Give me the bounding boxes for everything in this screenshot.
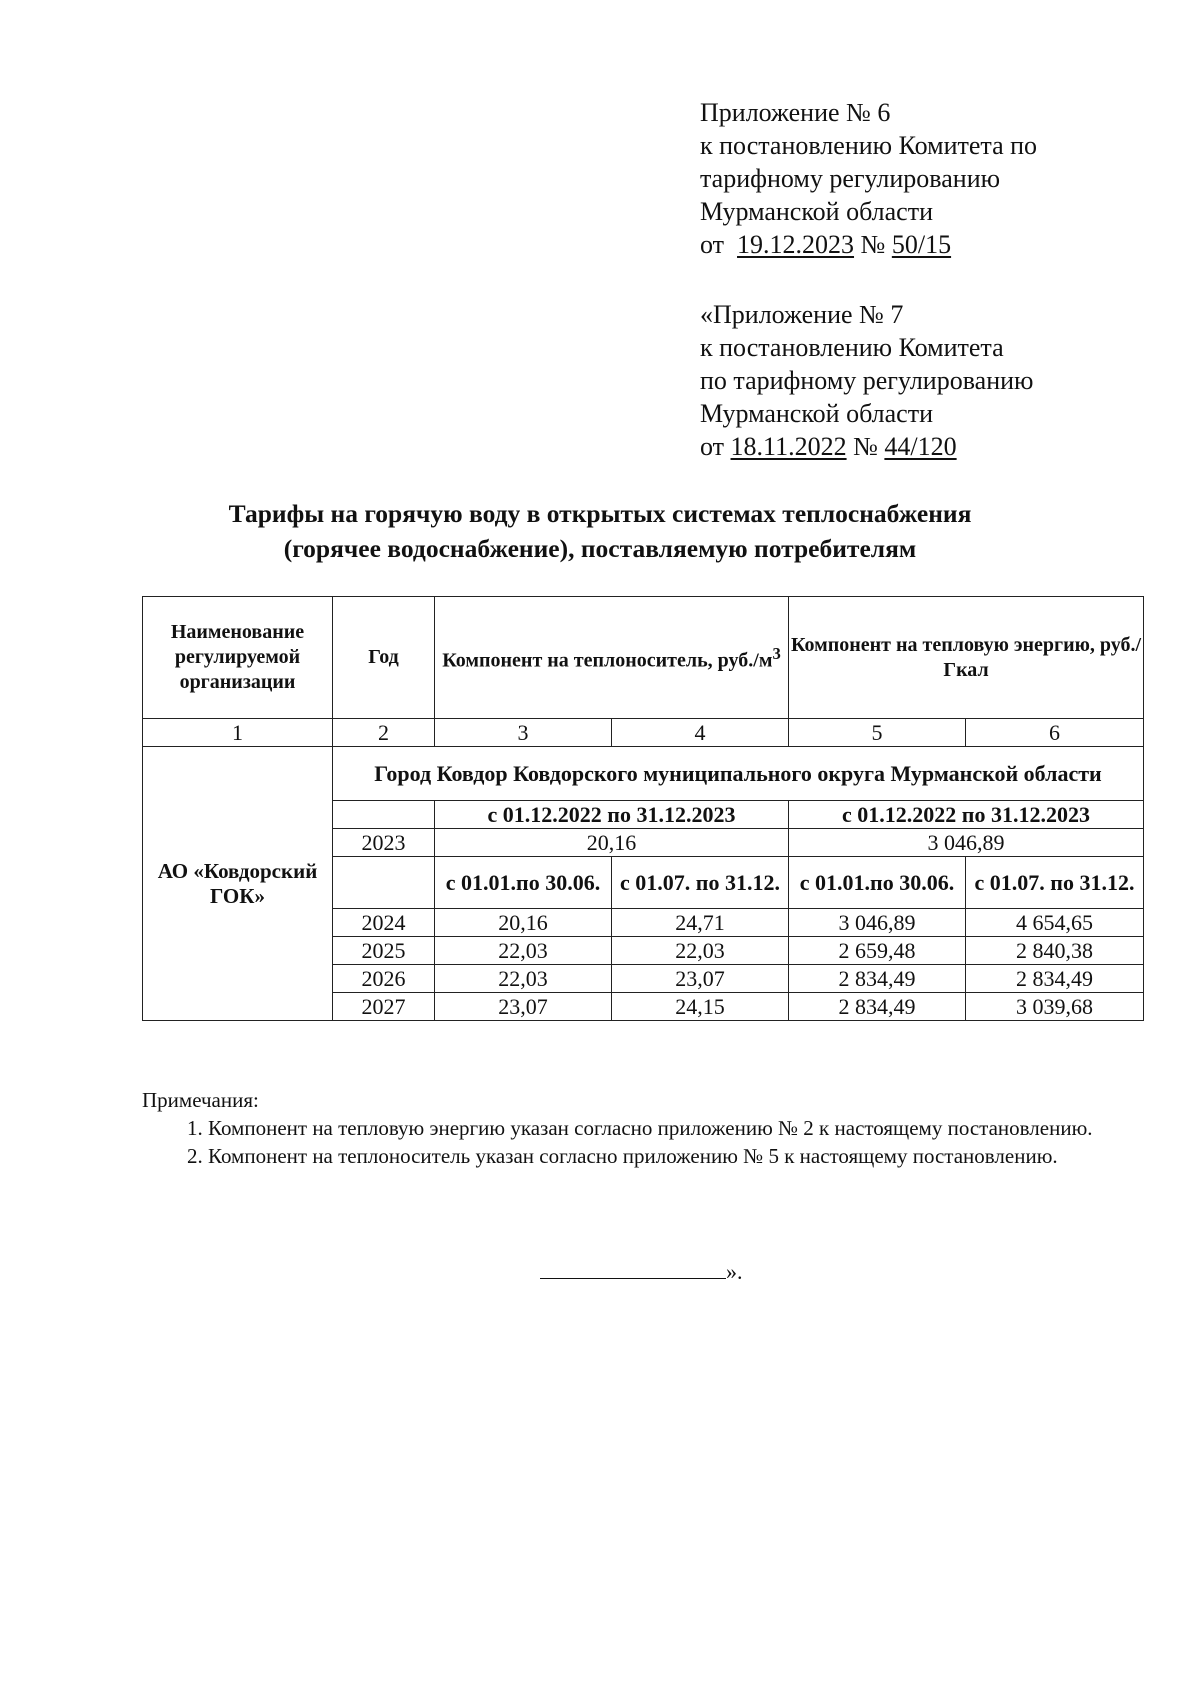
column-number: 1 — [143, 719, 333, 747]
appendix-7-number-prefix: № — [853, 432, 878, 461]
empty-cell — [333, 801, 435, 829]
year-cell: 2027 — [333, 993, 435, 1021]
heat-h2-value: 2 834,49 — [966, 965, 1144, 993]
title-line2: (горячее водоснабжение), поставляемую потребителям — [283, 534, 917, 563]
appendix-7-number: 44/120 — [884, 432, 957, 461]
heat-h1-value: 2 834,49 — [789, 965, 966, 993]
header-organization: Наименование регулируемой организации — [143, 597, 333, 719]
period-coolant: с 01.12.2022 по 31.12.2023 — [435, 801, 789, 829]
heat-h1-value: 3 046,89 — [789, 909, 966, 937]
column-number: 5 — [789, 719, 966, 747]
heat-h2-value: 3 039,68 — [966, 993, 1144, 1021]
document-title — [140, 496, 1060, 566]
year-cell: 2025 — [333, 937, 435, 965]
appendix-6-date-prefix: от — [700, 230, 725, 259]
header-coolant-component — [435, 597, 789, 719]
column-number: 3 — [435, 719, 612, 747]
tariffs-table — [142, 596, 1144, 1021]
coolant-h1-value: 23,07 — [435, 993, 612, 1021]
note-item-2: 2. Компонент на теплоноситель указан согласно приложению № 5 к настоящему постановлению. — [187, 1144, 1058, 1168]
title-line1: Тарифы на горячую воду в открытых системах теплоснабжения — [228, 499, 972, 528]
half2-coolant-label: с 01.07. по 31.12. — [612, 857, 789, 909]
appendix-6-line3: тарифному регулированию — [700, 164, 1001, 193]
appendix-6-date: 19.12.2023 — [737, 230, 855, 259]
coolant-h2-value: 24,15 — [612, 993, 789, 1021]
header-coolant-superscript: 3 — [772, 644, 781, 664]
coolant-h1-value: 20,16 — [435, 909, 612, 937]
signature-line — [540, 1258, 726, 1279]
closing-mark — [540, 1258, 743, 1285]
year-cell: 2023 — [333, 829, 435, 857]
year-cell: 2024 — [333, 909, 435, 937]
half2-heat-label: с 01.07. по 31.12. — [966, 857, 1144, 909]
heat-h1-value: 2 659,48 — [789, 937, 966, 965]
organization-cell: АО «Ковдорский ГОК» — [143, 747, 333, 1021]
appendix-7-line3: по тарифному регулированию — [700, 366, 1034, 395]
appendix-6-line4: Мурманской области — [700, 197, 933, 226]
territory-row — [143, 747, 1144, 801]
appendix-6-line2: к постановлению Комитета по — [700, 131, 1038, 160]
appendix-7-date-line — [700, 430, 1033, 463]
appendix-7-date-prefix: от — [700, 432, 725, 461]
coolant-value: 20,16 — [435, 829, 789, 857]
heat-h1-value: 2 834,49 — [789, 993, 966, 1021]
appendix-6-number: 50/15 — [891, 230, 952, 259]
heat-h2-value: 2 840,38 — [966, 937, 1144, 965]
heat-h2-value: 4 654,65 — [966, 909, 1144, 937]
coolant-h1-value: 22,03 — [435, 937, 612, 965]
half1-coolant-label: с 01.01.по 30.06. — [435, 857, 612, 909]
note-item-1: 1. Компонент на тепловую энергию указан согласно приложению № 2 к настоящему постановлению. — [187, 1116, 1093, 1140]
coolant-h1-value: 22,03 — [435, 965, 612, 993]
empty-cell — [333, 857, 435, 909]
half1-heat-label: с 01.01.по 30.06. — [789, 857, 966, 909]
notes-section — [142, 1086, 1144, 1170]
header-heat-component: Компонент на тепловую энергию, руб./Гкал — [789, 597, 1144, 719]
appendix-6-header — [700, 96, 1037, 261]
column-number: 4 — [612, 719, 789, 747]
appendix-6-date-line — [700, 228, 1037, 261]
column-number: 6 — [966, 719, 1144, 747]
column-number: 2 — [333, 719, 435, 747]
header-coolant-text: Компонент на теплоноситель, руб./м — [442, 649, 773, 672]
appendix-7-date: 18.11.2022 — [730, 432, 847, 461]
column-numbers-row — [143, 719, 1144, 747]
coolant-h2-value: 23,07 — [612, 965, 789, 993]
coolant-h2-value: 22,03 — [612, 937, 789, 965]
appendix-7-line1: «Приложение № 7 — [700, 300, 904, 329]
period-heat: с 01.12.2022 по 31.12.2023 — [789, 801, 1144, 829]
appendix-7-header — [700, 298, 1033, 463]
table-header-row — [143, 597, 1144, 719]
closing-quote: ». — [726, 1259, 743, 1284]
territory-name: Город Ковдор Ковдорского муниципального округа Мурманской области — [333, 747, 1144, 801]
notes-heading: Примечания: — [142, 1088, 259, 1112]
heat-value: 3 046,89 — [789, 829, 1144, 857]
coolant-h2-value: 24,71 — [612, 909, 789, 937]
header-year: Год — [333, 597, 435, 719]
appendix-6-number-prefix: № — [860, 230, 886, 259]
appendix-7-line2: к постановлению Комитета — [700, 333, 1004, 362]
appendix-6-line1: Приложение № 6 — [700, 98, 891, 127]
year-cell: 2026 — [333, 965, 435, 993]
appendix-7-line4: Мурманской области — [700, 399, 933, 428]
